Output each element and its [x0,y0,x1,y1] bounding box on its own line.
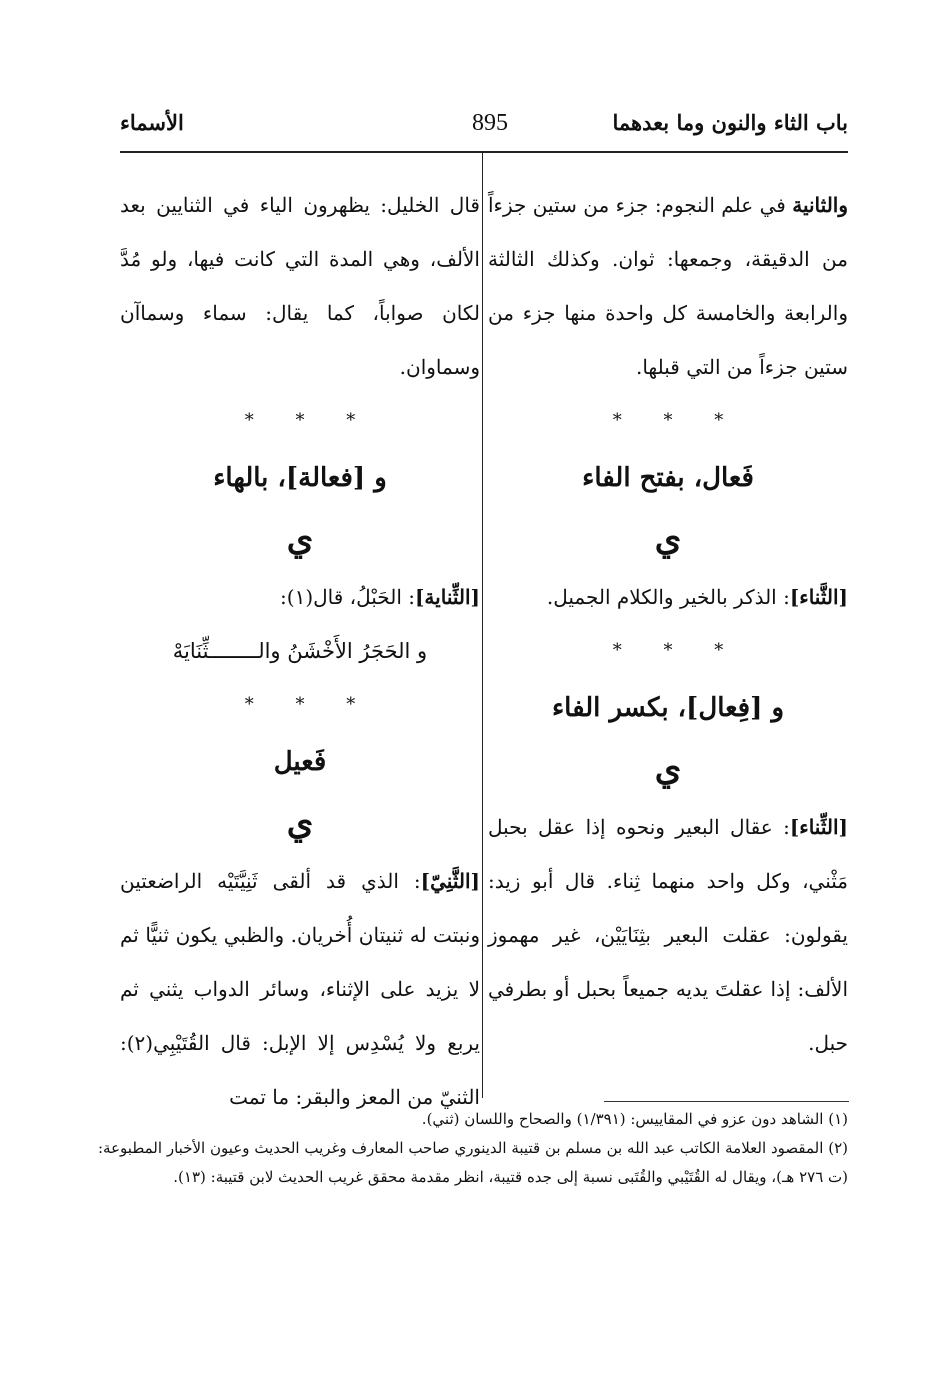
entry-thaniya [488,178,848,394]
header-rule [120,151,848,153]
section-title: الأسماء [120,110,184,135]
entry-text: : الذكر بالخير والكلام الجميل. [546,585,790,609]
root-letter: ي [286,519,314,559]
section-separator: * * * [612,640,742,661]
page-number: 895 [472,110,508,136]
footnote-2: (٢) المقصود العلامة الكاتب عبد الله بن مسلم بن قتيبة الدينوري صاحب المعارف وغريب الحديث وعيون الأخبار المطبوعة: (ت ٢٧٦ هـ)، ويقال له القُتَيْبي والقُتَبى نسبة إلى جده قتيبة، انظر مقدمة محقق غريب الحديث لابن قتيبة: (١٣). [98,1139,848,1186]
entry-term: [الثَّناء] [789,585,848,609]
entry-term: [الثِّناء] [789,815,848,839]
khalil-quote: قال الخليل: يظهرون الياء في الثنايين بعد الألف، وهي المدة التي كانت فيها، ولو مُدَّ لكان صواباً، كما يقال: سماء وسماآن وسماوان. [120,193,480,379]
pattern-heading: فَعال، بفتح الفاء [582,463,754,493]
section-separator: * * * [612,410,742,431]
entry-text: : الذي قد ألقى ثَنِيَّتَيْه الراضعتين ونبتت له ثنيتان أُخريان. والظبي يكون ثنيًّا ثم لا يزيد على الإثناء، وسائر الدواب يثني ثم يربع ولا يُسْدِس إلا الإبل: قال القُتَيْبِي(٢): الثنيّ من المعز والبقر: ما تمت [120,869,480,1109]
pattern-heading: و [فِعال]، بكسر الفاء [551,693,785,723]
entry-thina [488,800,848,1070]
entry-thana [488,570,848,624]
pattern-heading: و [فعالة]، بالهاء [213,463,387,493]
poetry-verse: و الحَجَرُ الأَخْشَنُ والــــــــثِّنَايَهْ [172,639,428,663]
entry-term: [الثَّنِيّ] [420,869,480,893]
entry-text: : الحَبْلُ، قال(١): [280,585,415,609]
footnote-rule [604,1101,849,1102]
root-letter: ي [654,749,682,789]
entry-term: [الثِّناية] [414,585,480,609]
entry-text: : عقال البعير ونحوه إذا عقل بحبل مَثْني، وكل واحد منهما ثِناء. قال أبو زيد: يقولون: عقلت البعير بثِنَايَيْن، غير مهموز الألف: إذا عقلتَ يديه جميعاً بحبل أو بطرفي حبل. [488,815,848,1055]
left-column [120,178,480,1124]
column-divider [482,152,483,1098]
entry-term: والثانية [792,193,848,217]
section-separator: * * * [244,410,374,431]
entry-thinaya [120,570,480,624]
footnote-1: (١) الشاهد دون عزو في المقاييس: (١/٣٩١) والصحاح واللسان (ثني). [421,1110,848,1128]
entry-thaniyy [120,854,480,1124]
pattern-heading: فَعيل [273,747,327,777]
right-column [488,178,848,1070]
root-letter: ي [286,803,314,843]
root-letter: ي [654,519,682,559]
entry-text: في علم النجوم: جزء من ستين جزءاً من الدقيقة، وجمعها: ثوان. وكذلك الثالثة والرابعة والخامسة كل واحدة منها جزء من ستين جزءاً من التي قبلها. [488,193,848,379]
section-separator: * * * [244,694,374,715]
chapter-title: باب الثاء والنون وما بعدهما [612,110,848,135]
footnotes [98,1105,848,1192]
